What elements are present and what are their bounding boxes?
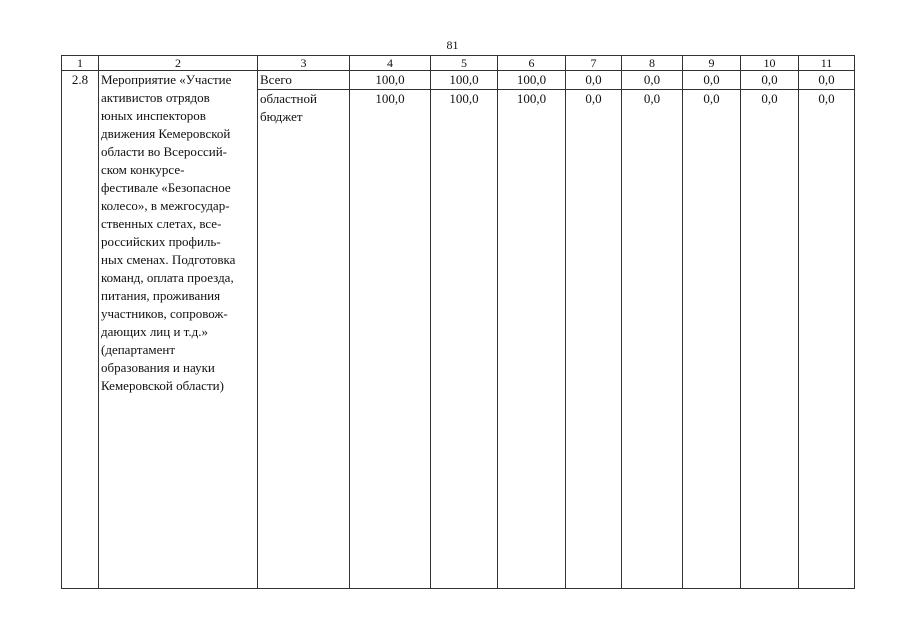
description-line: движения Кемеровской [101,126,231,141]
column-header: 11 [799,56,855,71]
description-line: ственных слетах, все- [101,216,222,231]
value-cell: 0,0 [683,71,741,90]
description-line: команд, оплата проезда, [101,270,234,285]
column-header: 10 [741,56,799,71]
value-cell: 0,0 [622,71,683,90]
value-cell: 100,0 [350,71,431,90]
column-header: 5 [431,56,498,71]
value-cell: 100,0 [498,71,566,90]
column-header: 7 [566,56,622,71]
description-line: Мероприятие «Участие [101,72,232,87]
column-header: 3 [258,56,350,71]
description-line: образования и науки [101,360,215,375]
value-cell: 0,0 [799,90,855,589]
value-cell: 0,0 [741,71,799,90]
description-line: участников, сопровож- [101,306,228,321]
value-cell: 100,0 [431,71,498,90]
description-line: колесо», в межгосудар- [101,198,230,213]
description-line: российских профиль- [101,234,221,249]
description-line: ском конкурсе- [101,162,185,177]
value-cell: 0,0 [566,90,622,589]
value-cell: 0,0 [683,90,741,589]
column-header: 4 [350,56,431,71]
value-cell: 100,0 [498,90,566,589]
column-header: 9 [683,56,741,71]
description-line: (департамент [101,342,176,357]
value-cell: 0,0 [741,90,799,589]
funding-source-regional [258,90,350,589]
value-cell: 100,0 [431,90,498,589]
description-line: ных сменах. Подготовка [101,252,236,267]
column-header: 6 [498,56,566,71]
description-line: питания, проживания [101,288,221,303]
budget-table [61,55,855,589]
value-cell: 100,0 [350,90,431,589]
description-line: фестивале «Безопасное [101,180,231,195]
column-header: 2 [99,56,258,71]
value-cell: 0,0 [622,90,683,589]
column-number-row [62,56,855,71]
description-line: юных инспекторов [101,108,206,123]
description-line: области во Всероссий- [101,144,227,159]
table-row-total [62,71,855,90]
description-line: Кемеровской области) [101,378,224,393]
description-line: активистов отрядов [101,90,210,105]
source-line: областной [260,91,317,106]
value-cell: 0,0 [799,71,855,90]
description-line: дающих лиц и т.д.» [101,324,208,339]
item-description [99,71,258,589]
column-header: 1 [62,56,99,71]
column-header: 8 [622,56,683,71]
value-cell: 0,0 [566,71,622,90]
page-number: 81 [446,38,459,52]
item-number: 2.8 [62,71,99,589]
funding-source-total: Всего [258,71,350,90]
source-line: бюджет [260,109,303,124]
